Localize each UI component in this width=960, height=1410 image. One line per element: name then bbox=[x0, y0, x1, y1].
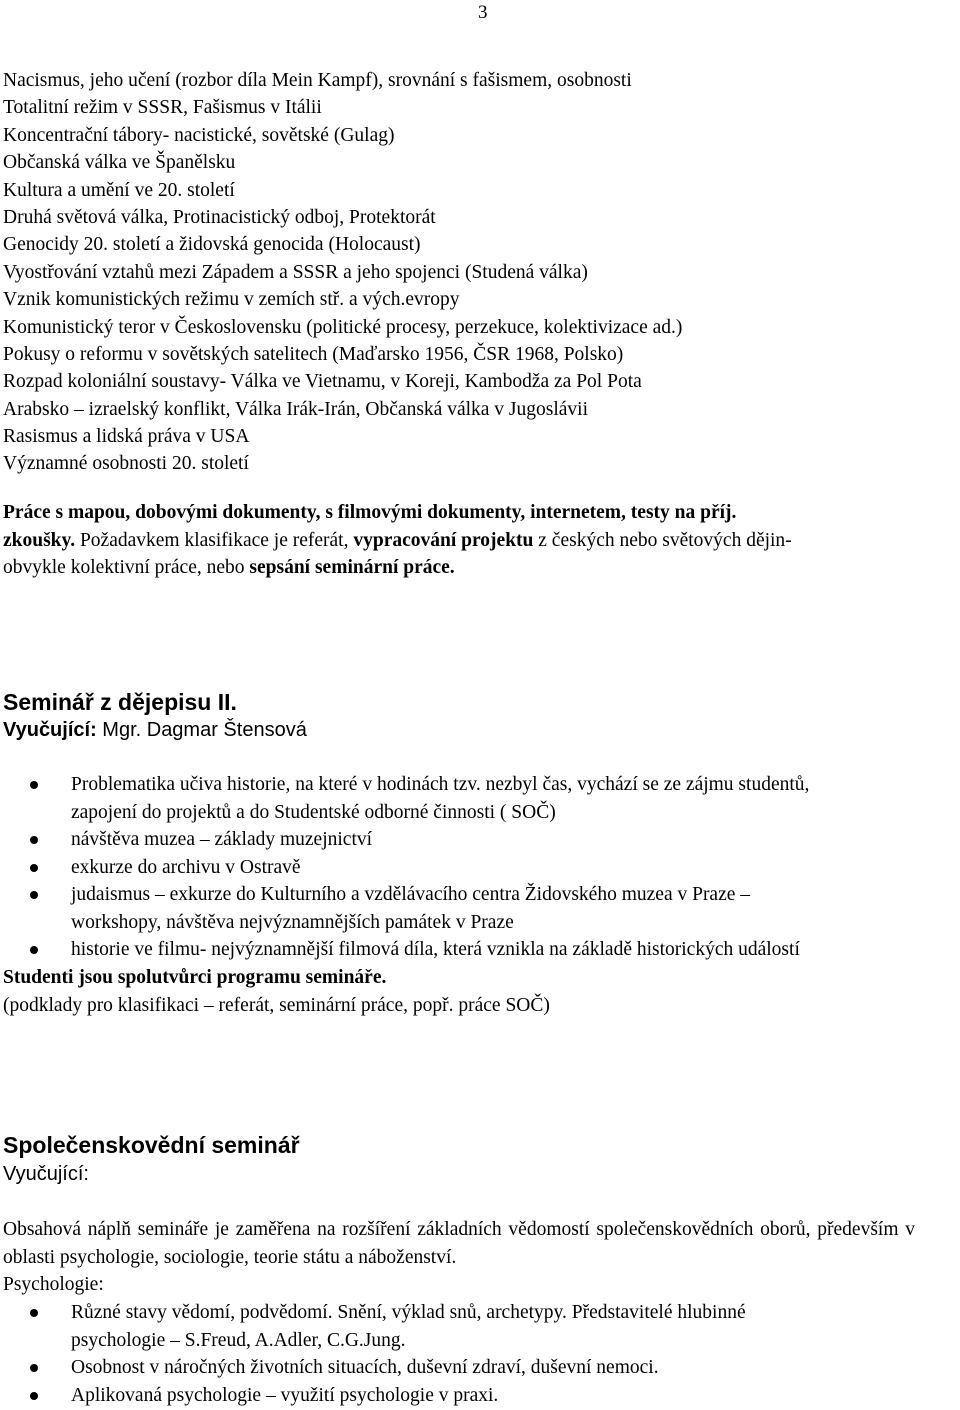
methods-line-1: Práce s mapou, dobovými dokumenty, s filmovými dokumenty, internetem, testy na příj. bbox=[3, 502, 737, 523]
list-item bbox=[0, 1382, 746, 1410]
topic-line: Významné osobnosti 20. století bbox=[3, 453, 249, 475]
topic-line: Občanská válka ve Španělsku bbox=[3, 152, 236, 174]
methods-text-a: Požadavkem klasifikace je referát, bbox=[75, 529, 354, 551]
methods-bold-c: vypracování projektu bbox=[353, 529, 534, 551]
topic-list bbox=[3, 67, 682, 478]
bullet-icon bbox=[30, 1364, 38, 1372]
topic-line: Totalitní režim v SSSR, Fašismus v Itálii bbox=[3, 97, 322, 119]
bullet-icon bbox=[30, 781, 38, 789]
list-item bbox=[0, 826, 809, 854]
topic-line: Genocidy 20. století a židovská genocida (Holocaust) bbox=[3, 234, 421, 256]
topic-line: Druhá světová válka, Protinacistický odboj, Protektorát bbox=[3, 206, 436, 228]
methods-line-2 bbox=[3, 527, 958, 555]
list-item bbox=[0, 771, 809, 826]
methods-paragraph bbox=[3, 499, 958, 582]
topic-line: Koncentrační tábory- nacistické, sovětské (Gulag) bbox=[3, 124, 395, 146]
list-item bbox=[0, 1354, 746, 1382]
list-item bbox=[0, 936, 809, 964]
list-item-text: Osobnost v náročných životních situacích, duševní zdraví, duševní nemoci. bbox=[71, 1357, 659, 1378]
seminar2-title: Seminář z dějepisu II. bbox=[3, 689, 237, 715]
topic-line: Rozpad koloniální soustavy- Válka ve Vietnamu, v Koreji, Kambodža za Pol Pota bbox=[3, 371, 642, 393]
topic-line: Vyostřování vztahů mezi Západem a SSSR a jeho spojenci (Studená válka) bbox=[3, 261, 588, 283]
list-item-text: exkurze do archivu v Ostravě bbox=[71, 856, 301, 878]
methods-line-3 bbox=[3, 554, 958, 582]
list-item-text: judaismus – exkurze do Kulturního a vzdělávacího centra Židovského muzea v Praze – bbox=[71, 884, 751, 905]
bullet-icon bbox=[30, 836, 38, 844]
topic-line: Nacismus, jeho učení (rozbor díla Mein Kampf), srovnání s fašismem, osobnosti bbox=[3, 70, 632, 91]
list-item-text: návštěva muzea – základy muzejnictví bbox=[71, 829, 373, 850]
seminar2-teacher bbox=[3, 719, 307, 742]
social-psych-label: Psychologie: bbox=[3, 1274, 104, 1295]
list-item-text: historie ve filmu- nejvýznamnější filmová díla, která vznikla na základě historických událostí bbox=[71, 939, 800, 960]
list-item-text: psychologie – S.Freud, A.Adler, C.G.Jung. bbox=[71, 1329, 406, 1351]
page-number: 3 bbox=[478, 2, 488, 23]
bullet-icon bbox=[30, 891, 38, 899]
seminar2-list bbox=[0, 771, 809, 964]
methods-text-b: z českých nebo světových dějin- bbox=[533, 529, 792, 551]
bullet-icon bbox=[30, 946, 38, 954]
topic-line: Komunistický teror v Československu (politické procesy, perzekuce, kolektivizace ad.) bbox=[3, 316, 683, 338]
topic-line: Vznik komunistických režimu v zemích stř. a vých.evropy bbox=[3, 289, 460, 311]
bullet-icon bbox=[30, 864, 38, 872]
list-item bbox=[0, 854, 809, 882]
list-item bbox=[0, 1299, 746, 1354]
seminar2-teacher-label: Vyučující: bbox=[3, 719, 97, 741]
seminar2-note: (podklady pro klasifikaci – referát, seminární práce, popř. práce SOČ) bbox=[3, 995, 550, 1016]
topic-line: Arabsko – izraelský konflikt, Válka Irák-Irán, Občanská válka v Jugoslávii bbox=[3, 398, 589, 420]
social-teacher-label: Vyučující: bbox=[3, 1163, 89, 1185]
list-item-text: workshopy, návštěva nejvýznamnějších památek v Praze bbox=[71, 911, 514, 933]
methods-bold-d: sepsání seminární práce. bbox=[249, 557, 455, 578]
social-content: Obsahová náplň semináře je zaměřena na rozšíření základních vědomostí společenskovědních oborů, především v oblasti psychologie, sociologie, teorie státu a náboženství. bbox=[3, 1219, 915, 1268]
list-item-text: zapojení do projektů a do Studentské odborné činnosti ( SOČ) bbox=[71, 801, 556, 823]
topic-line: Kultura a umění ve 20. století bbox=[3, 179, 235, 201]
topic-line: Rasismus a lidská práva v USA bbox=[3, 426, 250, 448]
list-item-text: Problematika učiva historie, na které v hodinách tzv. nezbyl čas, vychází se ze zájmu studentů, bbox=[71, 774, 810, 795]
topic-line: Pokusy o reformu v sovětských satelitech (Maďarsko 1956, ČSR 1968, Polsko) bbox=[3, 343, 624, 365]
social-title: Společenskovědní seminář bbox=[3, 1132, 300, 1158]
list-item-text: Různé stavy vědomí, podvědomí. Snění, výklad snů, archetypy. Představitelé hlubinné bbox=[71, 1302, 746, 1323]
list-item bbox=[0, 881, 809, 936]
seminar2-teacher-name: Mgr. Dagmar Štensová bbox=[96, 719, 307, 741]
bullet-icon bbox=[30, 1309, 38, 1317]
social-list bbox=[0, 1299, 746, 1409]
methods-text-c: obvykle kolektivní práce, nebo bbox=[3, 557, 250, 578]
list-item-text: Aplikovaná psychologie – využití psychologie v praxi. bbox=[71, 1384, 499, 1406]
bullet-icon bbox=[30, 1392, 38, 1400]
methods-bold-b: zkoušky. bbox=[3, 529, 76, 551]
seminar2-note-bold: Studenti jsou spolutvůrci programu semináře. bbox=[3, 967, 387, 988]
